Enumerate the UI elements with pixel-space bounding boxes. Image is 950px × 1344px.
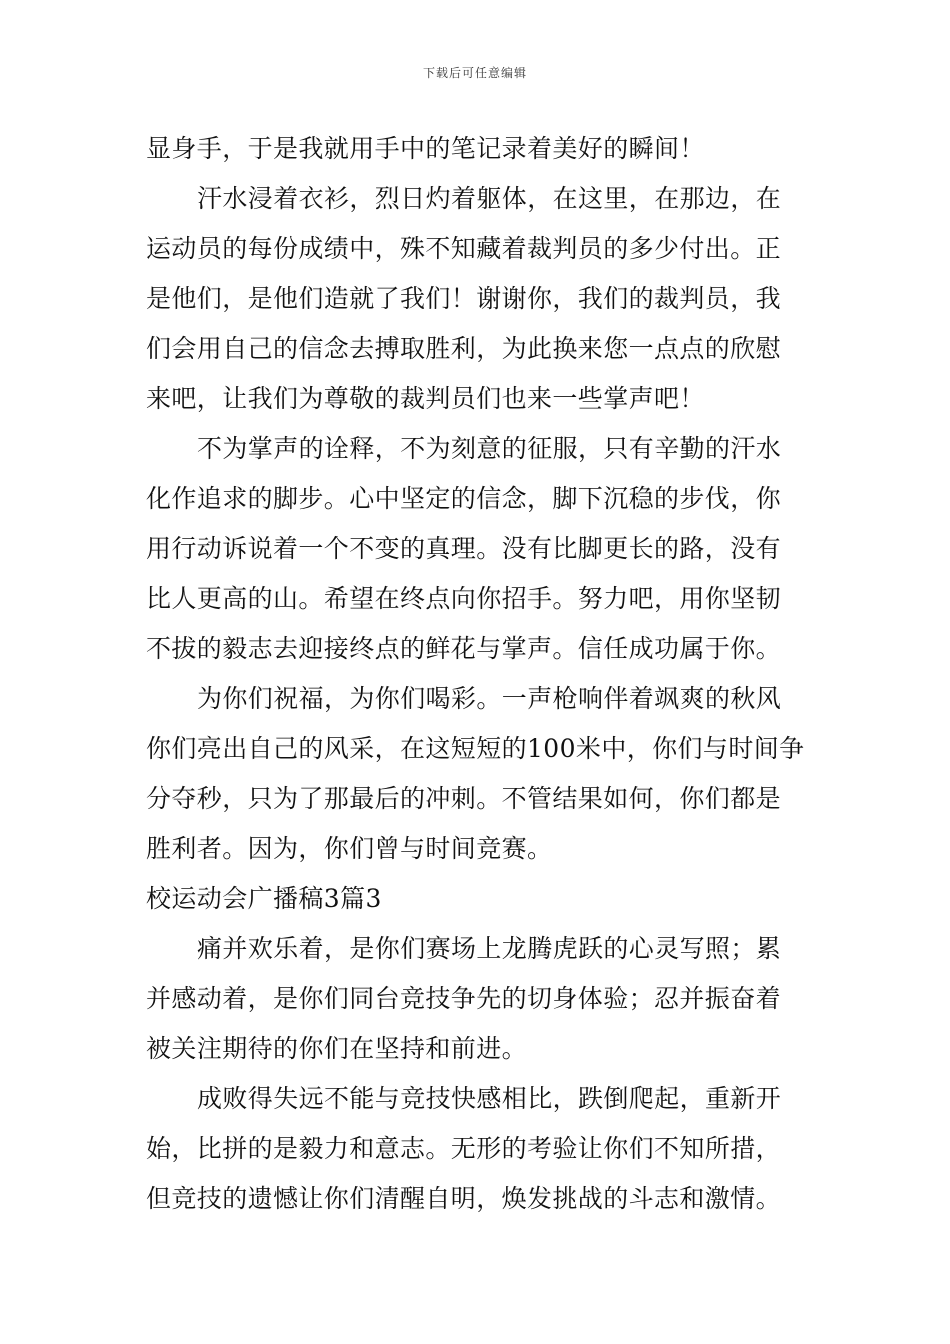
paragraph-first-line: 成败得失远不能与竞技快感相比，跌倒爬起，重新开 xyxy=(197,1084,782,1113)
text-line: 分夺秒，只为了那最后的冲刺。不管结果如何，你们都是 xyxy=(146,784,782,813)
text-line: 用行动诉说着一个不变的真理。没有比脚更长的路，没有 xyxy=(146,534,782,563)
text-line: 但竞技的遗憾让你们清醒自明，焕发挑战的斗志和激情。 xyxy=(146,1184,782,1213)
text-line: 不拔的毅志去迎接终点的鲜花与掌声。信任成功属于你。 xyxy=(146,634,782,663)
paragraph-first-line: 汗水浸着衣衫，烈日灼着躯体，在这里，在那边，在 xyxy=(197,184,782,213)
section-heading: 校运动会广播稿3篇3 xyxy=(146,884,382,913)
text-line: 并感动着，是你们同台竞技争先的切身体验；忍并振奋着 xyxy=(146,984,782,1013)
paragraph-first-line: 痛并欢乐着，是你们赛场上龙腾虎跃的心灵写照；累 xyxy=(197,934,782,963)
text-line: 是他们，是他们造就了我们！谢谢你，我们的裁判员，我 xyxy=(146,284,782,313)
text-line: 显身手，于是我就用手中的笔记录着美好的瞬间！ xyxy=(146,134,705,163)
text-line: 被关注期待的你们在坚持和前进。 xyxy=(146,1034,528,1063)
text-line: 你们亮出自己的风采，在这短短的100米中，你们与时间争 xyxy=(146,734,805,763)
text-line: 来吧，让我们为尊敬的裁判员们也来一些掌声吧！ xyxy=(146,384,705,413)
text-line: 始，比拼的是毅力和意志。无形的考验让你们不知所措， xyxy=(146,1134,782,1163)
paragraph-first-line: 为你们祝福，为你们喝彩。一声枪响伴着飒爽的秋风 xyxy=(197,684,782,713)
page-header-note: 下载后可任意编辑 xyxy=(422,66,527,80)
document-body xyxy=(146,124,811,1224)
text-line: 比人更高的山。希望在终点向你招手。努力吧，用你坚韧 xyxy=(146,584,782,613)
text-line: 运动员的每份成绩中，殊不知藏着裁判员的多少付出。正 xyxy=(146,234,782,263)
text-line: 化作追求的脚步。心中坚定的信念，脚下沉稳的步伐，你 xyxy=(146,484,782,513)
paragraph-first-line: 不为掌声的诠释，不为刻意的征服，只有辛勤的汗水 xyxy=(197,434,782,463)
text-line: 胜利者。因为，你们曾与时间竞赛。 xyxy=(146,834,553,863)
text-line: 们会用自己的信念去搏取胜利，为此换来您一点点的欣慰 xyxy=(146,334,782,363)
